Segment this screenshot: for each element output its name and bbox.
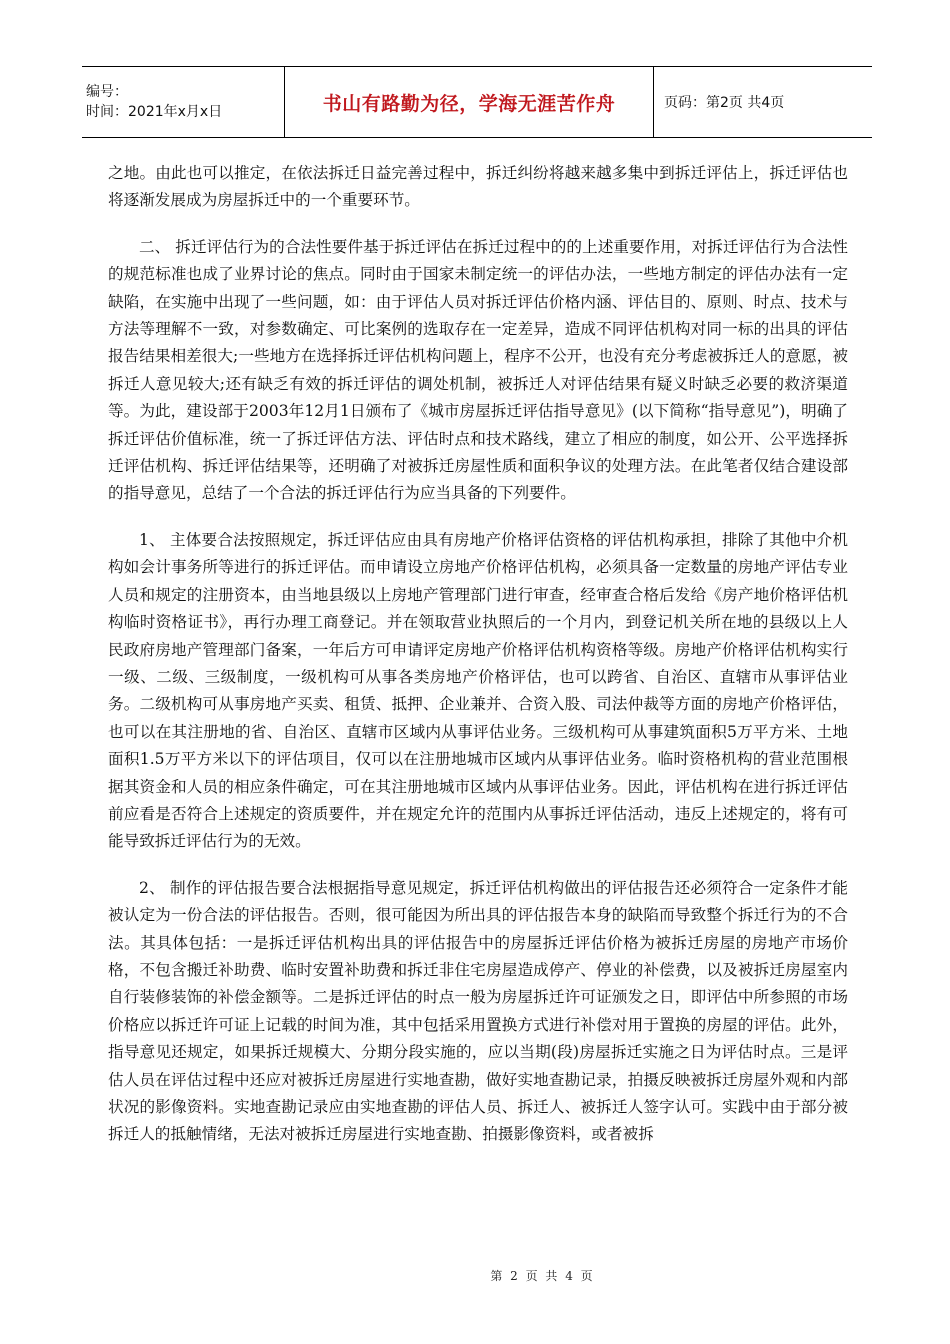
document-time-label: 时间：2021年x月x日 (86, 104, 223, 120)
paragraph-item-one: 1、 主体要合法按照规定，拆迁评估应由具有房地产价格评估资格的评估机构承担，排除了其他中介机构如会计事务所等进行的拆迁评估。而申请设立房地产价格评估机构，必须具备一定数量的房地产评估专业人员和规定的注册资本，由当地县级以上房地产管理部门进行审查，经审查合格后发给《房产地价格评估机构临时资格证书》，再行办理工商登记。并在领取营业执照后的一个月内，到登记机关所在地的县级以上人民政府房地产管理部门备案，一年后方可申请评定房地产价格评估机构资格等级。房地产价格评估机构实行一级、二级、三级制度，一级机构可从事各类房地产价格评估，也可以跨省、自治区、直辖市从事评估业务。二级机构可从事房地产买卖、租赁、抵押、企业兼并、合资入股、司法仲裁等方面的房地产价格评估，也可以在其注册地的省、自治区、直辖市区域内从事评估业务。三级机构可从事建筑面积5万平方米、土地面积1.5万平方米以下的评估项目，仅可以在注册地城市区域内从事评估业务。临时资格机构的营业范围根据其资金和人员的相应条件确定，可在其注册地城市区域内从事评估业务。因此，评估机构在进行拆迁评估前应看是否符合上述规定的资质要件，并在规定允许的范围内从事拆迁评估活动，违反上述规定的，将有可能导致拆迁评估行为的无效。 (108, 530, 848, 851)
header-page-info: 页码：第2页 共4页 (664, 95, 785, 111)
document-number-label: 编号： (86, 84, 128, 100)
paragraph-continuation: 之地。由此也可以推定，在依法拆迁日益完善过程中，拆迁纠纷将越来越多集中到拆迁评估上，拆迁评估也将逐渐发展成为房屋拆迁中的一个重要环节。 (108, 164, 848, 210)
footer-page-number: 第 2 页 共 4 页 (490, 1269, 595, 1283)
header-motto: 书山有路勤为径，学海无涯苦作舟 (285, 67, 654, 137)
paragraph-item-two: 2、 制作的评估报告要合法根据指导意见规定，拆迁评估机构做出的评估报告还必须符合一定条件才能被认定为一份合法的评估报告。否则，很可能因为所出具的评估报告本身的缺陷而导致整个拆迁行为的不合法。其具体包括：一是拆迁评估机构出具的评估报告中的房屋拆迁评估价格为被拆迁房屋的房地产市场价格，不包含搬迁补助费、临时安置补助费和拆迁非住宅房屋造成停产、停业的补偿费，以及被拆迁房屋室内自行装修装饰的补偿金额等。二是拆迁评估的时点一般为房屋拆迁许可证颁发之日，即评估中所参照的市场价格应以拆迁许可证上记载的时间为准，其中包括采用置换方式进行补偿对用于置换的房屋的评估。此外，指导意见还规定，如果拆迁规模大、分期分段实施的，应以当期(段)房屋拆迁实施之日为评估时点。三是评估人员在评估过程中还应对被拆迁房屋进行实地查勘，做好实地查勘记录，拍摄反映被拆迁房屋外观和内部状况的影像资料。实地查勘记录应由实地查勘的评估人员、拆迁人、被拆迁人签字认可。实践中由于部分被拆迁人的抵触情绪，无法对被拆迁房屋进行实地查勘、拍摄影像资料，或者被拆 (108, 878, 848, 1144)
header-meta (82, 67, 285, 137)
page-footer (0, 1267, 950, 1284)
paragraph-section-two: 二、 拆迁评估行为的合法性要件基于拆迁评估在拆迁过程中的的上述重要作用，对拆迁评估行为合法性的规范标准也成了业界讨论的焦点。同时由于国家未制定统一的评估办法，一些地方制定的评估办法有一定缺陷，在实施中出现了一些问题，如：由于评估人员对拆迁评估价格内涵、评估目的、原则、时点、技术与方法等理解不一致，对参数确定、可比案例的选取存在一定差异，造成不同评估机构对同一标的出具的评估报告结果相差很大;一些地方在选择拆迁评估机构问题上，程序不公开，也没有充分考虑被拆迁人的意愿，被拆迁人意见较大;还有缺乏有效的拆迁评估的调处机制，被拆迁人对评估结果有疑义时缺乏必要的救济渠道等。为此，建设部于2003年12月1日颁布了《城市房屋拆迁评估指导意见》(以下简称“指导意见”)，明确了拆迁评估价值标准，统一了拆迁评估方法、评估时点和技术路线，建立了相应的制度，如公开、公平选择拆迁评估机构、拆迁评估结果等，还明确了对被拆迁房屋性质和面积争议的处理方法。在此笔者仅结合建设部的指导意见，总结了一个合法的拆迁评估行为应当具备的下列要件。 (108, 237, 848, 503)
document-body (108, 160, 848, 1168)
page-header (82, 66, 872, 138)
